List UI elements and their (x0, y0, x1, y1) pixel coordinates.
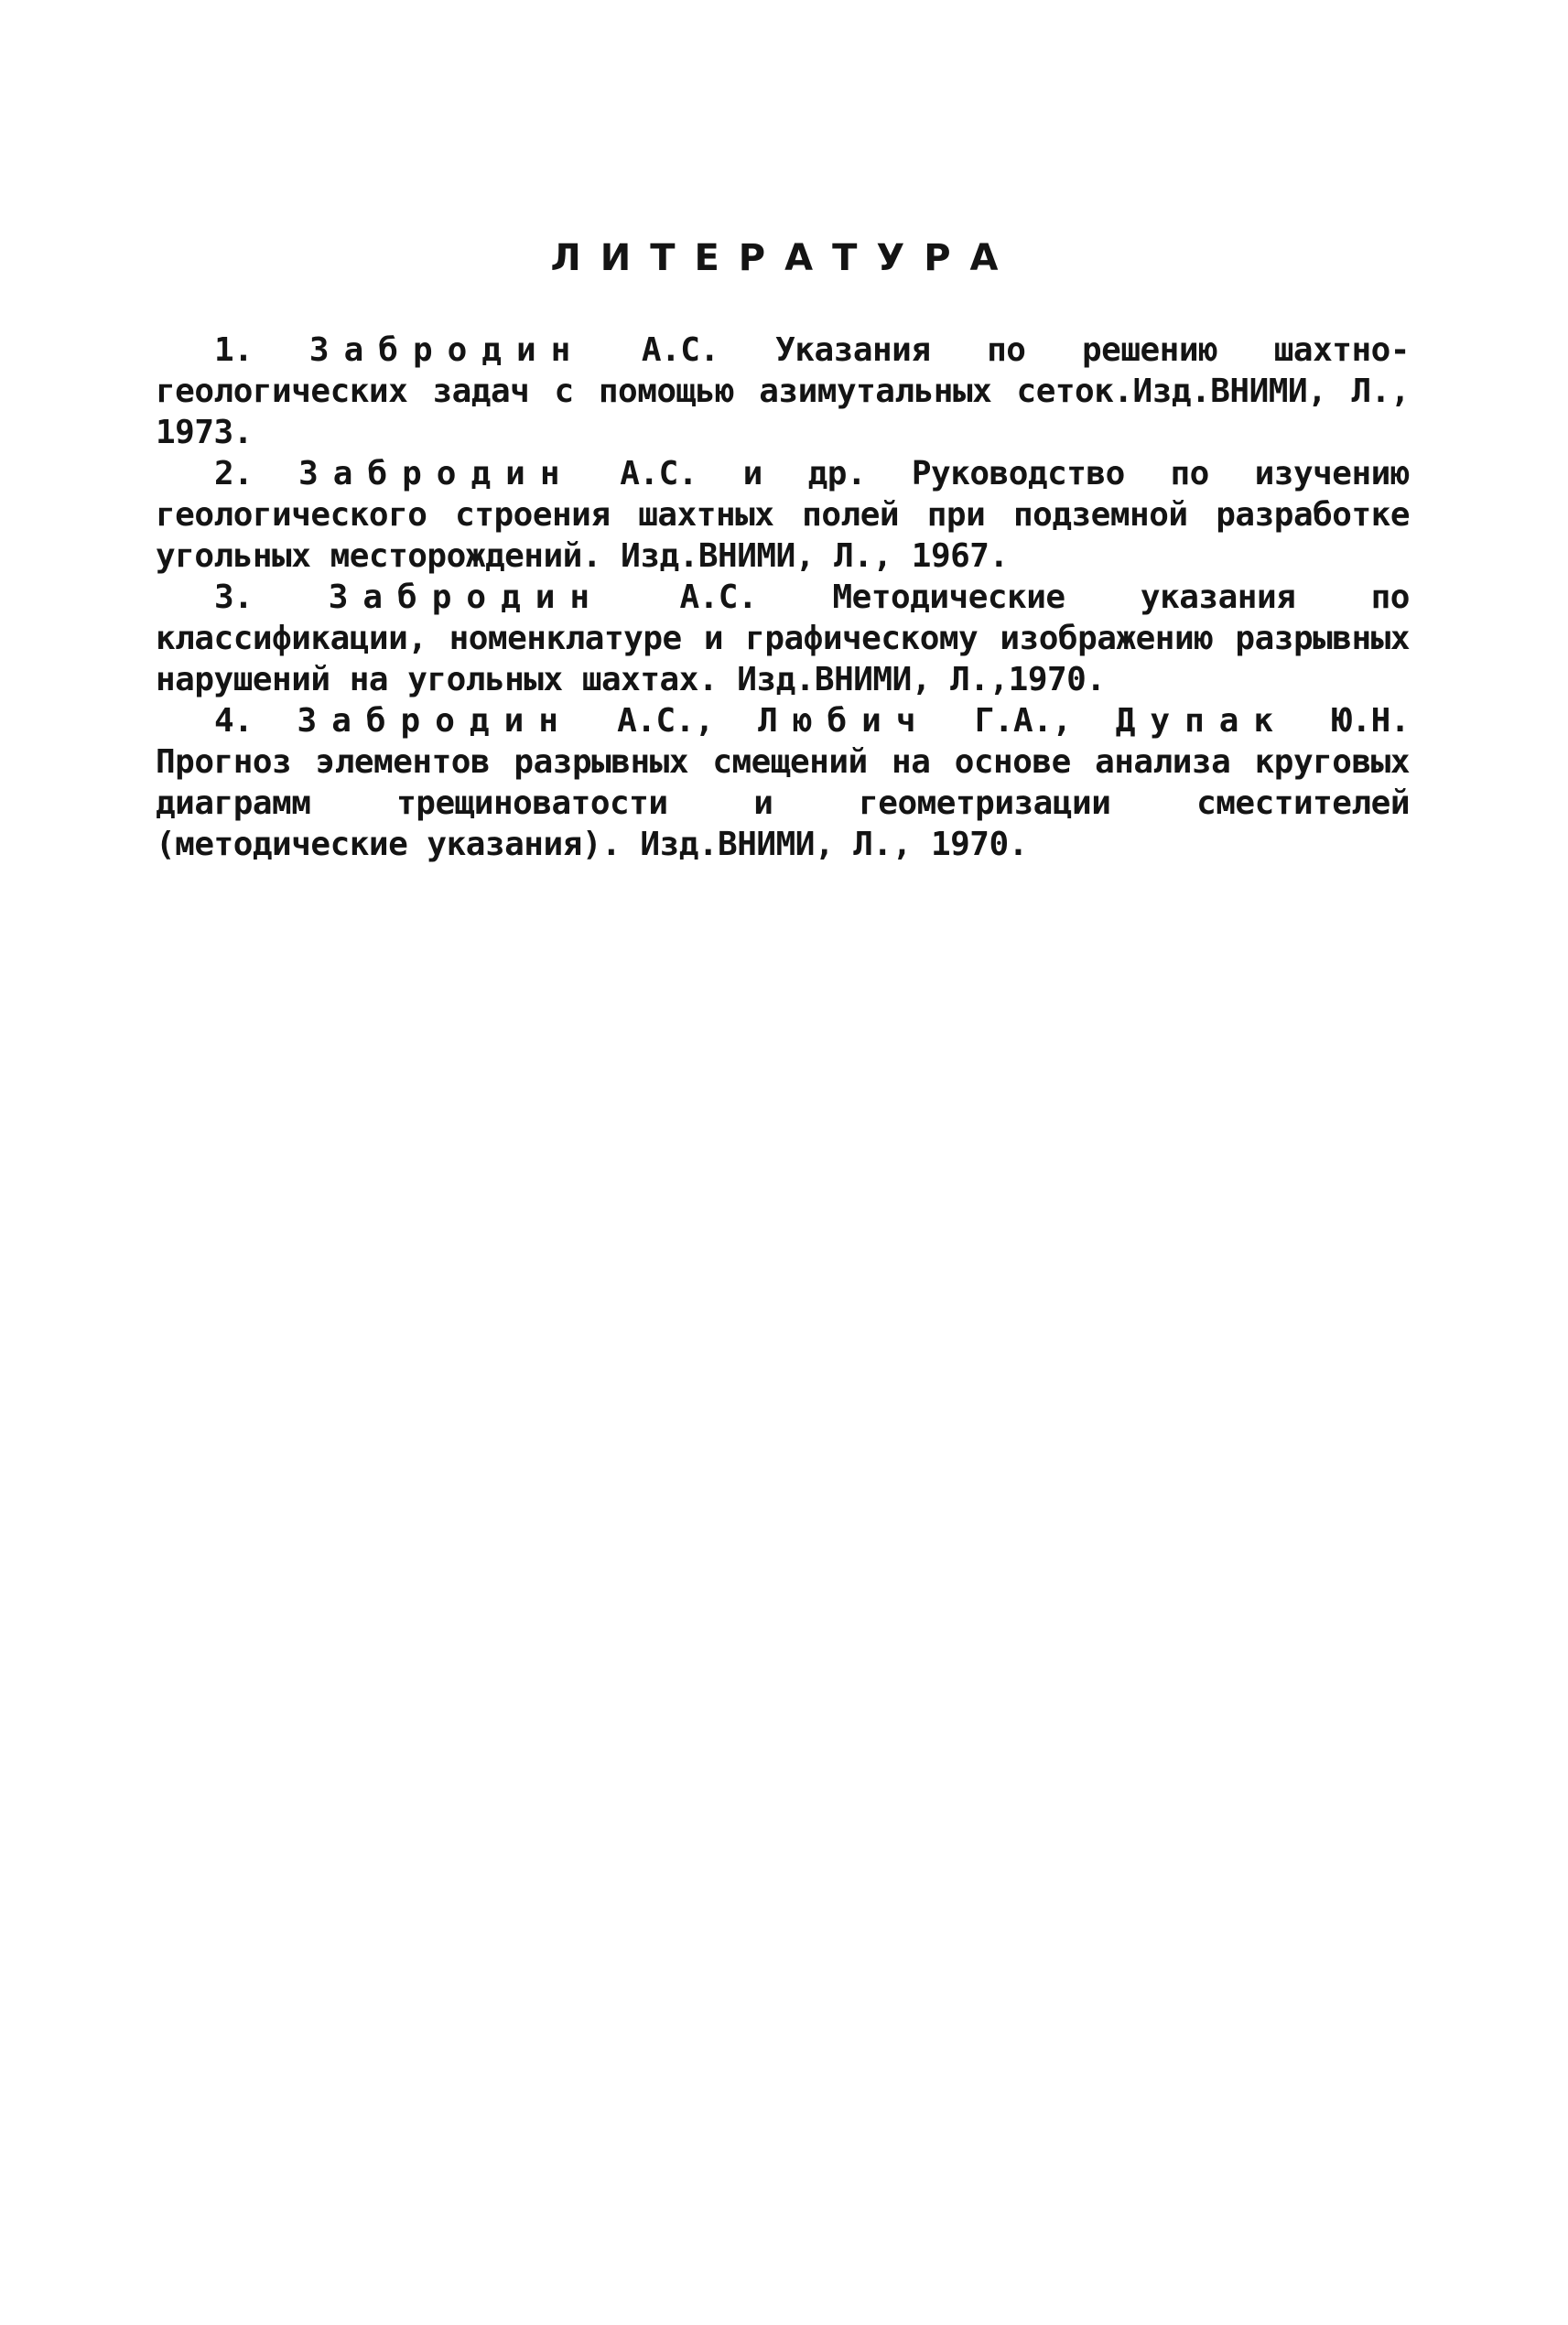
reference-author: Забродин (298, 455, 575, 492)
reference-text-part: Г.А., (930, 702, 1116, 740)
reference-text: А.С. и др. Руководство по изучению геологического строения шахтных полей при подземной разработке угольных месторождений. Изд.ВНИМИ, Л., 1967. (156, 455, 1410, 575)
reference-text: А.С. Указания по решению шахтно-геологических задач с помощью азимутальных сеток.Изд.ВНИМИ, Л., 1973. (156, 331, 1410, 451)
reference-author: Забродин (308, 331, 586, 369)
reference-text-part: А.С., (617, 702, 759, 740)
reference-coauthor: Любич (758, 702, 931, 740)
reference-item-3 (156, 577, 1410, 700)
reference-text-part: Ю.Н. Прогноз элементов разрывных смещений на основе анализа круговых диаграмм трещиноватости и геометризации сместителей (методические указания). Изд.ВНИМИ, Л., 1970. (156, 702, 1410, 863)
reference-number: 2. (214, 455, 254, 492)
reference-number: 3. (214, 579, 254, 616)
reference-item-1 (156, 330, 1410, 453)
reference-item-4 (156, 700, 1410, 865)
reference-author: Забродин (297, 702, 573, 740)
reference-number: 4. (214, 702, 254, 740)
reference-number: 1. (214, 331, 254, 369)
page-heading: ЛИТЕРАТУРА (550, 237, 1018, 279)
reference-item-2 (156, 453, 1410, 577)
reference-coauthor: Дупак (1115, 702, 1289, 740)
reference-author: Забродин (328, 579, 605, 616)
reference-text: А.С. Методические указания по классификации, номенклатуре и графическому изображению разрывных нарушений на угольных шахтах. Изд.ВНИМИ, Л.,1970. (156, 579, 1410, 698)
reference-list (156, 330, 1410, 865)
